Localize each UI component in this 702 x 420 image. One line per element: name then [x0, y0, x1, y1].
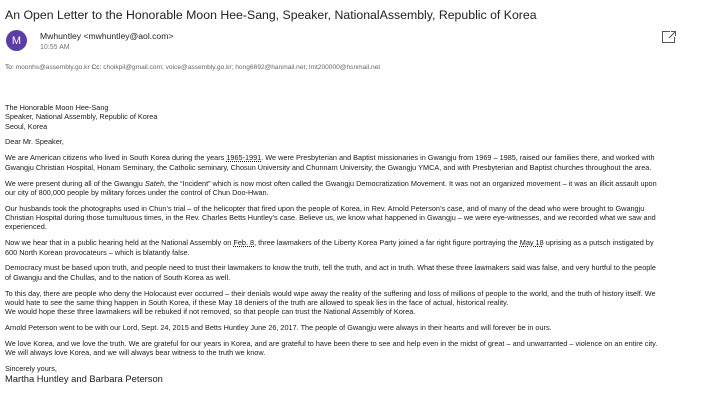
paragraph-4	[5, 238, 657, 257]
paragraph-3	[5, 204, 657, 232]
text: . We were Presbyterian and Baptist missionaries in Gwangju from 1969 – 1985, raised our families there, and worked with	[261, 153, 655, 163]
email-subject: An Open Letter to the Honorable Moon Hee-Sang, Speaker, NationalAssembly, Republic of Korea	[5, 8, 537, 22]
recipients-line	[5, 64, 380, 71]
paragraph-line: Christian Hospital during those tumultuous times, in the Rev. Charles Betts Huntley’s case. Believe us, we know what happened in Gwangju – we were eye-witnesses, and we recorded what we saw and	[5, 213, 656, 223]
paragraph-line	[5, 238, 657, 247]
paragraph-6	[5, 289, 657, 317]
paragraph-line: We love Korea, and we love the truth. We are grateful for our years in Korea, and are grateful to have been there to see and help even in the midst of great – and unwarranted – violence on an entire city.	[5, 338, 658, 348]
greeting	[5, 137, 657, 146]
paragraph-line: Gwangju Christian Hospital, Honam Seminary, the Catholic seminary, Chosun University and Chunnam University, the Gwangju YMCA, and with Presbyterian and Baptist churches throughout the area.	[5, 162, 652, 172]
date-link[interactable]: May 18	[519, 238, 544, 248]
address-block	[5, 103, 657, 131]
paragraph-line	[5, 179, 657, 188]
sent-time: 10:55 AM	[40, 44, 70, 51]
address-line: Seoul, Korea	[5, 121, 48, 131]
paragraph-line: 600 North Korean provocateurs – which is blatantly false.	[5, 247, 190, 257]
to-label: To:	[5, 64, 14, 71]
paragraph-line: Democracy must be based upon truth, and people need to trust their lawmakers to know the truth, tell the truth, and act in truth. What these three lawmakers said was false, and very hurtful to the people	[5, 263, 656, 273]
paragraph-line: experienced.	[5, 222, 47, 232]
to-recipients[interactable]: moonhs@assembly.go.kr	[15, 64, 90, 71]
text: We are American citizens who lived in South Korea during the years	[5, 153, 227, 163]
signatories: Martha Huntley and Barbara Peterson	[5, 373, 163, 385]
paragraph-2	[5, 179, 657, 198]
paragraph-line: We will always love Korea, and we will always bear witness to the truth we know.	[5, 348, 266, 358]
paragraph-line	[5, 153, 657, 162]
cc-recipients[interactable]: choikpil@gmail.com; voice@assembly.go.kr; hong6692@hanmail.net; lmt200000@hsnmail.net	[103, 64, 381, 71]
paragraph-line: Our husbands took the photographs used in Chun’s trial – of the helicopter that fired upon the people of Korea, in Rev. Arnold Peterson’s case, and of many of the dead who were brought to Gwangju	[5, 203, 645, 213]
sender-avatar	[6, 30, 27, 51]
paragraph-line: our city of 800,000 people by military forces under the control of Chun Doo-Hwan.	[5, 187, 269, 197]
address-line: Speaker, National Assembly, Republic of Korea	[5, 112, 158, 122]
paragraph-line: To this day, there are people who deny the Holocaust ever occurred – their denials would wipe away the reality of the suffering and loss of millions of people to the world, and the truth of history itself. We	[5, 288, 656, 298]
paragraph-8	[5, 339, 657, 358]
text: , the “Incident” which is now most often called the Gwangju Democratization Movement. It was not an organized movement – it was an illicit assault upon	[163, 178, 657, 188]
address-line: The Honorable Moon Hee-Sang	[5, 103, 109, 112]
paragraph-line: would hate to see the same thing happen in South Korea, if these May 18 deniers of the truth are allowed to speak lies in the face of actual, historical reality.	[5, 297, 509, 307]
paragraph-line: We would hope these three lawmakers will be rebuked if not removed, so that people can trust the National Assembly of Korea.	[5, 307, 416, 317]
sender-name[interactable]: Mwhuntley <mwhuntley@aol.com>	[40, 31, 174, 41]
text: uprising as a putsch instigated by	[543, 238, 654, 248]
paragraph-line: of Gwangju and the Chullas, and to the nation of South Korea as well.	[5, 272, 231, 282]
date-link[interactable]: Feb. 8	[233, 238, 255, 248]
date-link[interactable]: 1965-1991	[226, 153, 262, 163]
paragraph-line: Arnold Peterson went to be with our Lord, Sept. 24, 2015 and Betts Huntley June 26, 2017. The people of Gwangju were always in their hearts and will forever be in ours.	[5, 323, 552, 333]
italic-text: Sateh	[144, 178, 164, 188]
text: Now we hear that in a public hearing held at the National Assembly on	[5, 238, 234, 248]
cc-label: Cc:	[91, 64, 102, 71]
paragraph-1	[5, 153, 657, 172]
signature-block	[5, 364, 657, 384]
text: , three lawmakers of the Liberty Korea Party joined a far right figure portraying the	[254, 238, 520, 248]
greeting-text: Dear Mr. Speaker,	[5, 137, 64, 147]
paragraph-5	[5, 263, 657, 282]
text: We were present during all of the Gwangju	[5, 178, 145, 188]
letter-body	[5, 103, 657, 391]
avatar-initial: M	[11, 34, 22, 47]
paragraph-7	[5, 323, 657, 332]
popout-icon[interactable]	[661, 30, 677, 44]
closing: Sincerely yours,	[5, 364, 57, 374]
